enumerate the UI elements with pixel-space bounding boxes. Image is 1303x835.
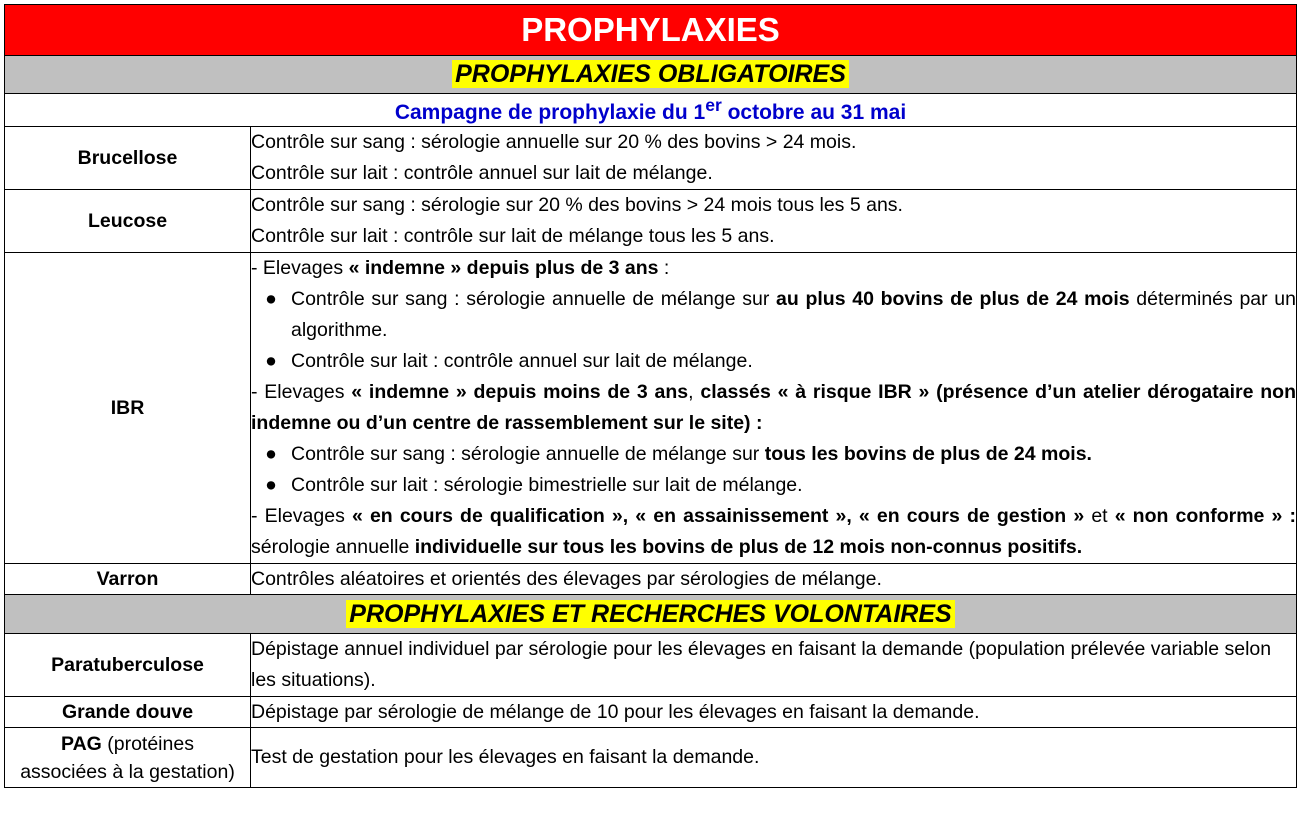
row-content: Dépistage annuel individuel par sérologie pour les élevages en faisant la demande (population prélevée variable selon les situations). xyxy=(251,634,1297,697)
campaign-text: Campagne de prophylaxie du 1er octobre au 31 mai xyxy=(5,94,1297,127)
table-row-ibr xyxy=(5,253,1297,564)
row-content xyxy=(251,253,1297,564)
row-label: Leucose xyxy=(5,190,251,253)
title-row xyxy=(5,5,1297,56)
row-label: Varron xyxy=(5,564,251,595)
row-content: Test de gestation pour les élevages en faisant la demande. xyxy=(251,728,1297,788)
ibr-paragraph-3: - Elevages « en cours de qualification », « en assainissement », « en cours de gestion » et « non conforme » : sérologie annuelle individuelle sur tous les bovins de plus de 12 mois non-connus positifs. xyxy=(251,505,1296,558)
bullet-icon: ● xyxy=(265,288,277,310)
row-label: PAG (protéines associées à la gestation) xyxy=(5,728,251,788)
table-row-leucose xyxy=(5,190,1297,253)
section-header-obligatoires xyxy=(5,56,1297,94)
row-content: Contrôle sur sang : sérologie annuelle sur 20 % des bovins > 24 mois. Contrôle sur lait : contrôle annuel sur lait de mélange. xyxy=(251,127,1297,190)
section-title-volontaires: PROPHYLAXIES ET RECHERCHES VOLONTAIRES xyxy=(346,600,954,628)
bullet-icon: ● xyxy=(265,350,277,372)
list-item: ● Contrôle sur lait : sérologie bimestrielle sur lait de mélange. xyxy=(251,470,1296,501)
table-row-pag xyxy=(5,728,1297,788)
section-header-volontaires xyxy=(5,595,1297,634)
section-title-obligatoires: PROPHYLAXIES OBLIGATOIRES xyxy=(452,60,849,88)
bullet-icon: ● xyxy=(265,474,277,496)
row-label: Brucellose xyxy=(5,127,251,190)
row-content: Contrôles aléatoires et orientés des élevages par sérologies de mélange. xyxy=(251,564,1297,595)
table-row-varron xyxy=(5,564,1297,595)
page-title: PROPHYLAXIES xyxy=(5,5,1297,56)
row-content: Contrôle sur sang : sérologie sur 20 % des bovins > 24 mois tous les 5 ans. Contrôle sur lait : contrôle sur lait de mélange tous les 5 ans. xyxy=(251,190,1297,253)
row-label: Paratuberculose xyxy=(5,634,251,697)
list-item: ● Contrôle sur sang : sérologie annuelle de mélange sur tous les bovins de plus de 24 mois. xyxy=(251,439,1296,470)
table-row-paratuberculose xyxy=(5,634,1297,697)
ibr-paragraph-2: - Elevages « indemne » depuis moins de 3 ans, classés « à risque IBR » (présence d’un atelier dérogataire non indemne ou d’un centre de rassemblement sur le site) : xyxy=(251,381,1296,434)
ibr-paragraph-1: - Elevages « indemne » depuis plus de 3 ans : xyxy=(251,257,670,279)
table-row-brucellose xyxy=(5,127,1297,190)
list-item: ● Contrôle sur lait : contrôle annuel sur lait de mélange. xyxy=(251,346,1296,377)
bullet-icon: ● xyxy=(265,443,277,465)
row-label: IBR xyxy=(5,253,251,564)
campaign-row xyxy=(5,94,1297,127)
prophylaxies-table xyxy=(4,4,1297,788)
row-label: Grande douve xyxy=(5,697,251,728)
table-row-grande-douve xyxy=(5,697,1297,728)
row-content: Dépistage par sérologie de mélange de 10 pour les élevages en faisant la demande. xyxy=(251,697,1297,728)
list-item: ● Contrôle sur sang : sérologie annuelle de mélange sur au plus 40 bovins de plus de 24 mois déterminés par un algorithme. xyxy=(251,284,1296,346)
